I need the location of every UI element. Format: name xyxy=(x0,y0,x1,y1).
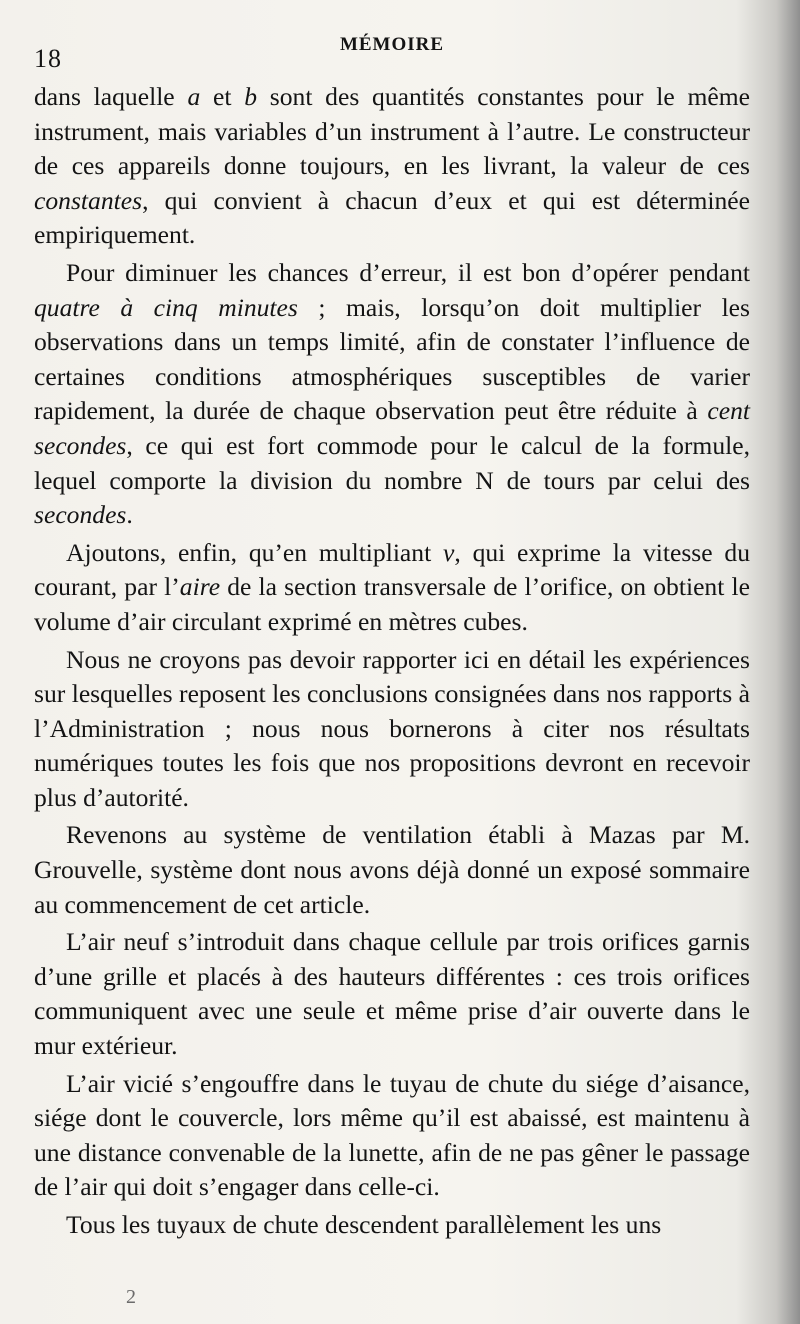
italic-text-run: a xyxy=(187,82,201,111)
italic-text-run: aire xyxy=(179,572,221,602)
text-run: Tous les tuyaux de chute descendent parallèlement les uns xyxy=(66,1210,662,1239)
paragraph xyxy=(34,925,750,1063)
signature-mark: 2 xyxy=(126,1286,136,1308)
paragraph xyxy=(34,643,750,816)
text-run: Revenons au système de ventilation établi à Mazas par M. Grouvelle, système dont nous avons déjà donné un exposé sommaire au commencement de cet article. xyxy=(34,820,750,919)
text-run: . xyxy=(126,500,133,530)
paragraph xyxy=(34,256,750,533)
body-text xyxy=(34,80,750,1246)
italic-text-run: v xyxy=(443,537,455,567)
page-header xyxy=(34,34,750,74)
page-number: 18 xyxy=(34,44,62,73)
text-run: , ce qui est fort commode pour le calcul de la formule, lequel comporte la division du nombre N de tours par celui des xyxy=(34,430,750,495)
text-run: de la section transversale de l’orifice, on obtient le volume d’air circulant exprimé en mètres cubes. xyxy=(34,572,750,636)
paragraph xyxy=(34,818,750,922)
text-run: L’air vicié s’engouffre dans le tuyau de chute du siége d’aisance, siége dont le couvercle, lors même qu’il est abaissé, est maintenu à une distance convenable de la lunette, afin de ne pas gêner le passage de l’air qui doit s’engager dans celle-ci. xyxy=(34,1068,750,1202)
text-run: ; mais, lorsqu’on doit multiplier les observations dans un temps limité, afin de constater l’influence de certaines conditions atmosphériques susceptibles de varier rapidement, la durée de chaque observation peut être réduite à xyxy=(34,292,750,426)
paragraph xyxy=(34,80,750,253)
text-run: , qui convient à chacun d’eux et qui est déterminée empiriquement. xyxy=(34,185,750,250)
running-head: MÉMOIRE xyxy=(339,34,445,55)
text-run: L’air neuf s’introduit dans chaque cellule par trois orifices garnis d’une grille et placés à des hauteurs différentes : ces trois orifices communiquent avec une seule et même prise d’air ouverte dans le mur extérieur. xyxy=(34,927,750,1061)
text-run: Nous ne croyons pas devoir rapporter ici en détail les expériences sur lesquelles reposent les conclusions consignées dans nos rapports à l’Administration ; nous nous bornerons à citer nos résultats numériques toutes les fois que nos propositions devront en recevoir plus d’autorité. xyxy=(34,644,750,812)
paragraph xyxy=(34,536,750,640)
text-run: sont des quantités constantes pour le même instrument, mais variables d’un instrument à l’autre. Le constructeur de ces appareils donne toujours, en les livrant, la valeur de ces xyxy=(34,82,750,181)
text-run: Ajoutons, enfin, qu’en multipliant xyxy=(66,537,443,567)
italic-text-run: b xyxy=(244,82,258,111)
italic-text-run: secondes xyxy=(34,500,127,530)
italic-text-run: cent secondes xyxy=(34,396,750,460)
paragraph xyxy=(34,1067,750,1205)
text-run: Pour diminuer les chances d’erreur, il est bon d’opérer pendant xyxy=(66,257,750,287)
text-run: et xyxy=(200,82,245,111)
paragraph xyxy=(34,1208,750,1243)
italic-text-run: quatre à cinq minutes xyxy=(34,292,298,322)
text-run: dans laquelle xyxy=(34,82,188,111)
italic-text-run: constantes xyxy=(34,185,143,215)
text-run: , qui exprime la vitesse du courant, par l’ xyxy=(34,537,750,602)
